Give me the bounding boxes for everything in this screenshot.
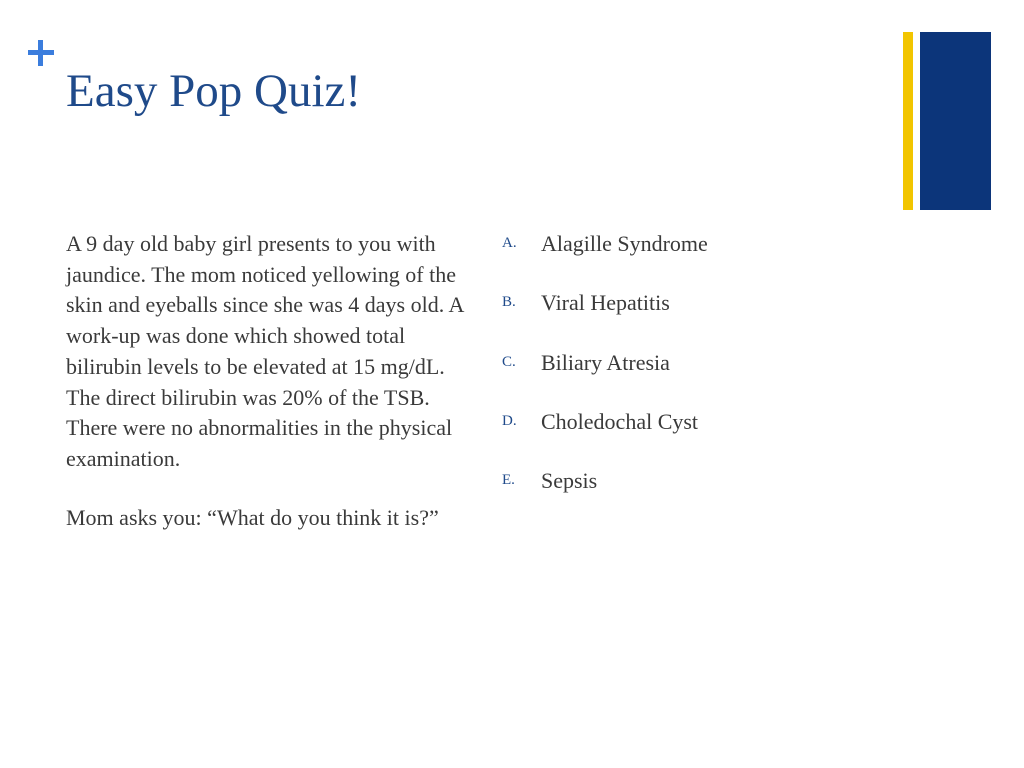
- option-letter: B.: [502, 294, 516, 311]
- option-text: Biliary Atresia: [541, 349, 670, 375]
- case-text: A 9 day old baby girl presents to you with jaundice. The mom noticed yellowing of the skin and eyeballs since she was 4 days old. A work-up was done which showed total bilirubin levels to be elevated at 15 mg/dL. The direct bilirubin was 20% of the TSB. There were no abnormalities in the physical examination.: [66, 231, 464, 471]
- option-text: Choledochal Cyst: [541, 408, 699, 434]
- option-letter: A.: [502, 235, 517, 251]
- plus-icon: [26, 38, 56, 68]
- question-text: Mom asks you: “What do you think it is?”: [66, 504, 439, 530]
- option-text: Sepsis: [541, 468, 598, 494]
- accent-bar-blue: [920, 32, 991, 210]
- option-text: Viral Hepatitis: [541, 290, 670, 316]
- option-text: Alagille Syndrome: [541, 231, 708, 256]
- slide-title: Easy Pop Quiz!: [66, 65, 362, 117]
- option-letter: D.: [502, 412, 517, 429]
- option-letter: C.: [502, 353, 516, 370]
- option-letter: E.: [502, 472, 515, 489]
- case-description: [66, 229, 466, 533]
- accent-bar-yellow: [903, 32, 913, 210]
